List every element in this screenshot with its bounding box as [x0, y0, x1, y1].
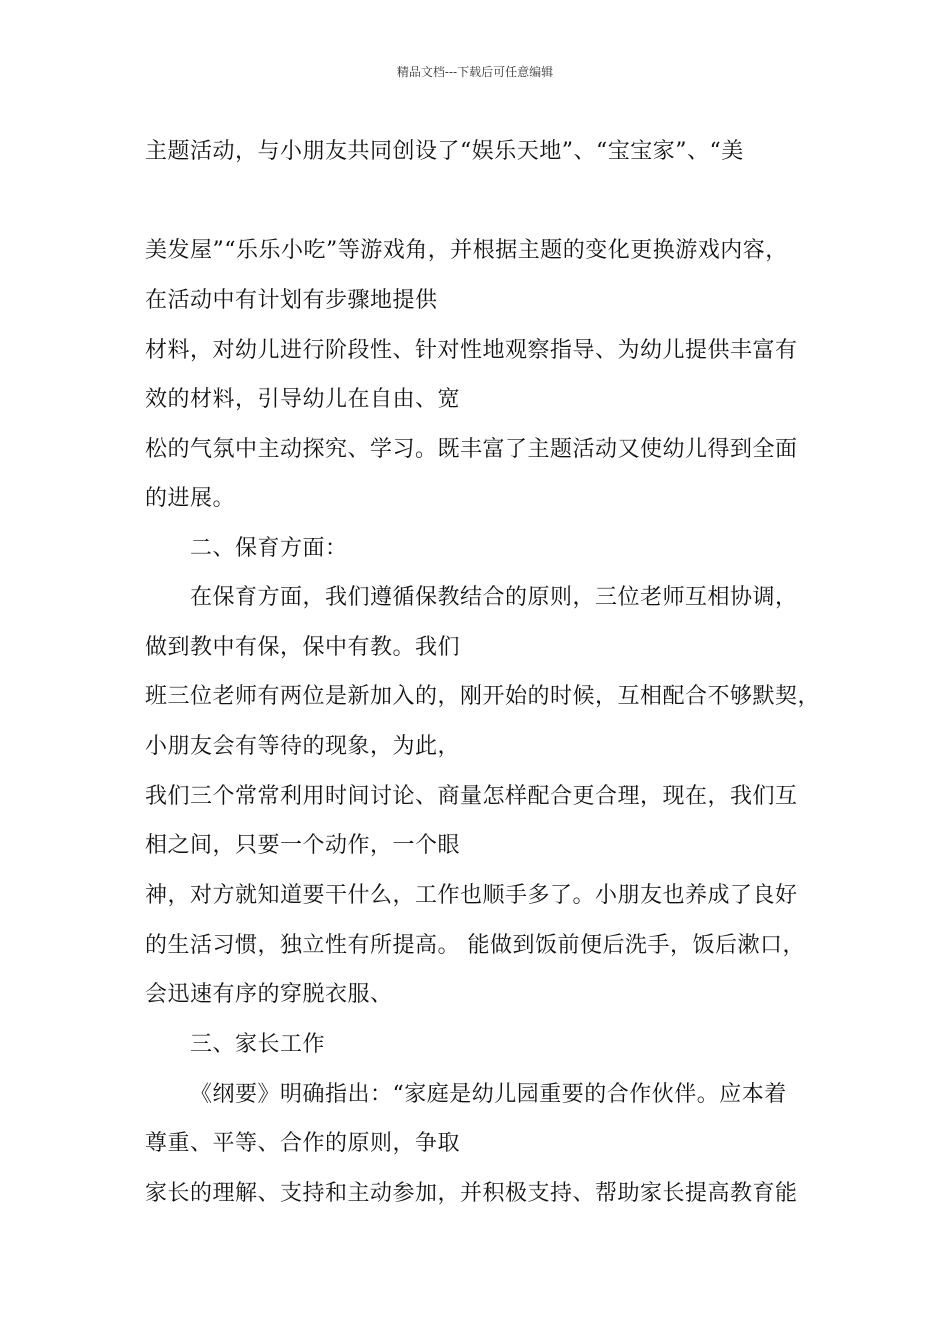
text-line: 的进展。 — [145, 486, 236, 511]
text-line: 的生活习惯，独立性有所提高。 能做到饭前便后洗手，饭后漱口， — [145, 933, 805, 958]
text-line: 我们三个常常利用时间讨论、商量怎样配合更合理，现在，我们互 — [145, 784, 798, 809]
text-line: 班三位老师有两位是新加入的，刚开始的时候，互相配合不够默契， — [145, 684, 821, 709]
text-line: 尊重、平等、合作的原则，争取 — [145, 1131, 461, 1156]
text-line: 《纲要》明确指出：“家庭是幼儿园重要的合作伙伴。应本着 — [190, 1082, 787, 1107]
text-line: 在保育方面，我们遵循保教结合的原则，三位老师互相协调， — [190, 585, 798, 610]
text-line: 主题活动，与小朋友共同创设了“娱乐天地”、“宝宝家”、“美 — [145, 139, 744, 164]
text-line: 小朋友会有等待的现象，为此， — [145, 734, 461, 759]
text-line: 在活动中有计划有步骤地提供 — [145, 288, 438, 313]
text-line: 会迅速有序的穿脱衣服、 — [145, 982, 393, 1007]
text-line: 松的气氛中主动探究、学习。既丰富了主题活动又使幼儿得到全面 — [145, 437, 798, 462]
section-heading: 二、保育方面： — [190, 536, 348, 561]
page-header: 精品文档---下载后可任意编辑 — [396, 65, 554, 79]
text-line: 材料，对幼儿进行阶段性、针对性地观察指导、为幼儿提供丰富有 — [145, 338, 798, 363]
text-line: 效的材料，引导幼儿在自由、宽 — [145, 387, 461, 412]
text-line: 做到教中有保，保中有教。我们 — [145, 635, 461, 660]
section-heading: 三、家长工作 — [190, 1032, 326, 1057]
text-line: 家长的理解、支持和主动参加，并积极支持、帮助家长提高教育能 — [145, 1181, 798, 1206]
text-line: 美发屋”“乐乐小吃”等游戏角，并根据主题的变化更换游戏内容， — [145, 238, 788, 263]
text-line: 相之间，只要一个动作，一个眼 — [145, 833, 461, 858]
text-line: 神，对方就知道要干什么，工作也顺手多了。小朋友也养成了良好 — [145, 883, 798, 908]
